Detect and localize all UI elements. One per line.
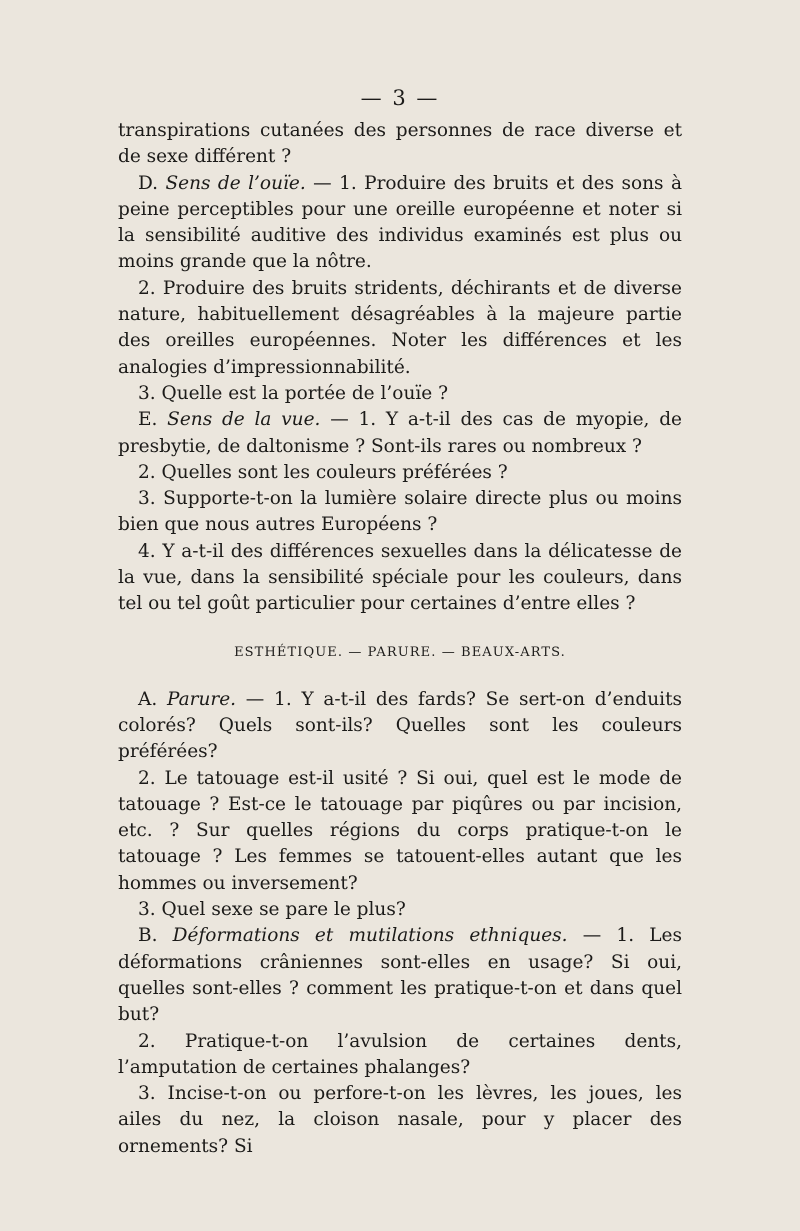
paragraph <box>118 171 682 276</box>
paragraph <box>118 1081 682 1160</box>
page-number: — 3 — <box>360 86 440 110</box>
paragraph-text: — 1. Y a-t-il des fards? Se sert-on d’enduits colorés? Quels sont-ils? Quelles sont les couleurs préférées? <box>118 688 682 763</box>
paragraph <box>118 381 682 407</box>
paragraph-heading: Parure. <box>166 688 237 710</box>
paragraph <box>118 407 682 460</box>
paragraph-label: B. <box>138 925 173 947</box>
paragraph-heading: Sens de l’ouïe. <box>165 172 306 194</box>
paragraph <box>118 1029 682 1082</box>
paragraph-text: 2. Pratique-t-on l’avulsion de certaines dents, l’amputation de certaines phalanges? <box>118 1030 682 1078</box>
paragraph <box>118 766 682 897</box>
paragraph <box>118 486 682 539</box>
paragraph <box>118 118 682 171</box>
section-header: ESTHÉTIQUE. — PARURE. — BEAUX-ARTS. <box>234 644 566 660</box>
paragraph-text: 3. Incise-t-on ou perfore-t-on les lèvres, les joues, les ailes du nez, la cloison nasale, pour y placer des ornements? Si <box>118 1083 682 1157</box>
paragraph <box>118 897 682 923</box>
paragraph-heading: Sens de la vue. <box>167 409 321 431</box>
paragraph-label: D. <box>138 172 166 194</box>
paragraph-text: — 1. Produire des bruits et des sons à peine perceptibles pour une oreille européenne et noter si la sensibilité auditive des individus examinés est plus ou moins grande que la nôtre. <box>118 172 682 273</box>
paragraph-text: 3. Supporte-t-on la lumière solaire directe plus ou moins bien que nous autres Européens ? <box>118 488 682 536</box>
paragraph-text: 3. Quelle est la portée de l’ouïe ? <box>138 382 449 404</box>
paragraph-label: A. <box>138 688 167 710</box>
paragraph <box>118 539 682 618</box>
paragraph-label: E. <box>138 409 168 431</box>
paragraph-text: 3. Quel sexe se pare le plus? <box>138 899 406 921</box>
paragraph-text: 4. Y a-t-il des différences sexuelles dans la délicatesse de la vue, dans la sensibilité spéciale pour les couleurs, dans tel ou tel goût particulier pour certaines d’entre elles ? <box>118 540 682 615</box>
paragraph <box>118 923 682 1028</box>
paragraph-text: transpirations cutanées des personnes de race diverse et de sexe différent ? <box>118 120 682 168</box>
paragraph-text: — 1. Y a-t-il des cas de myopie, de presbytie, de daltonisme ? Sont-ils rares ou nombreux ? <box>118 409 682 457</box>
paragraph-text: 2. Produire des bruits stridents, déchirants et de diverse nature, habituellement désagréables à la majeure partie des oreilles européennes. Noter les différences et les analogies d’impressionnabilité. <box>118 277 682 378</box>
paragraph <box>118 460 682 486</box>
paragraph-text: 2. Quelles sont les couleurs préférées ? <box>138 461 508 483</box>
paragraph-text: 2. Le tatouage est-il usité ? Si oui, quel est le mode de tatouage ? Est-ce le tatouage par piqûres ou par incision, etc. ? Sur quelles régions du corps pratique-t-on le tatouage ? Les femmes se tatouent-elles autant que les hommes ou inversement? <box>118 767 682 894</box>
text-block-top <box>118 118 682 618</box>
text-block-bottom <box>118 687 682 1160</box>
paragraph-heading: Déformations et mutilations ethniques. <box>172 925 568 947</box>
paragraph <box>118 276 682 381</box>
paragraph-text: — 1. Les déformations crâniennes sont-elles en usage? Si oui, quelles sont-elles ? comment les pratique-t-on et dans quel but? <box>118 925 682 1026</box>
paragraph <box>118 687 682 766</box>
